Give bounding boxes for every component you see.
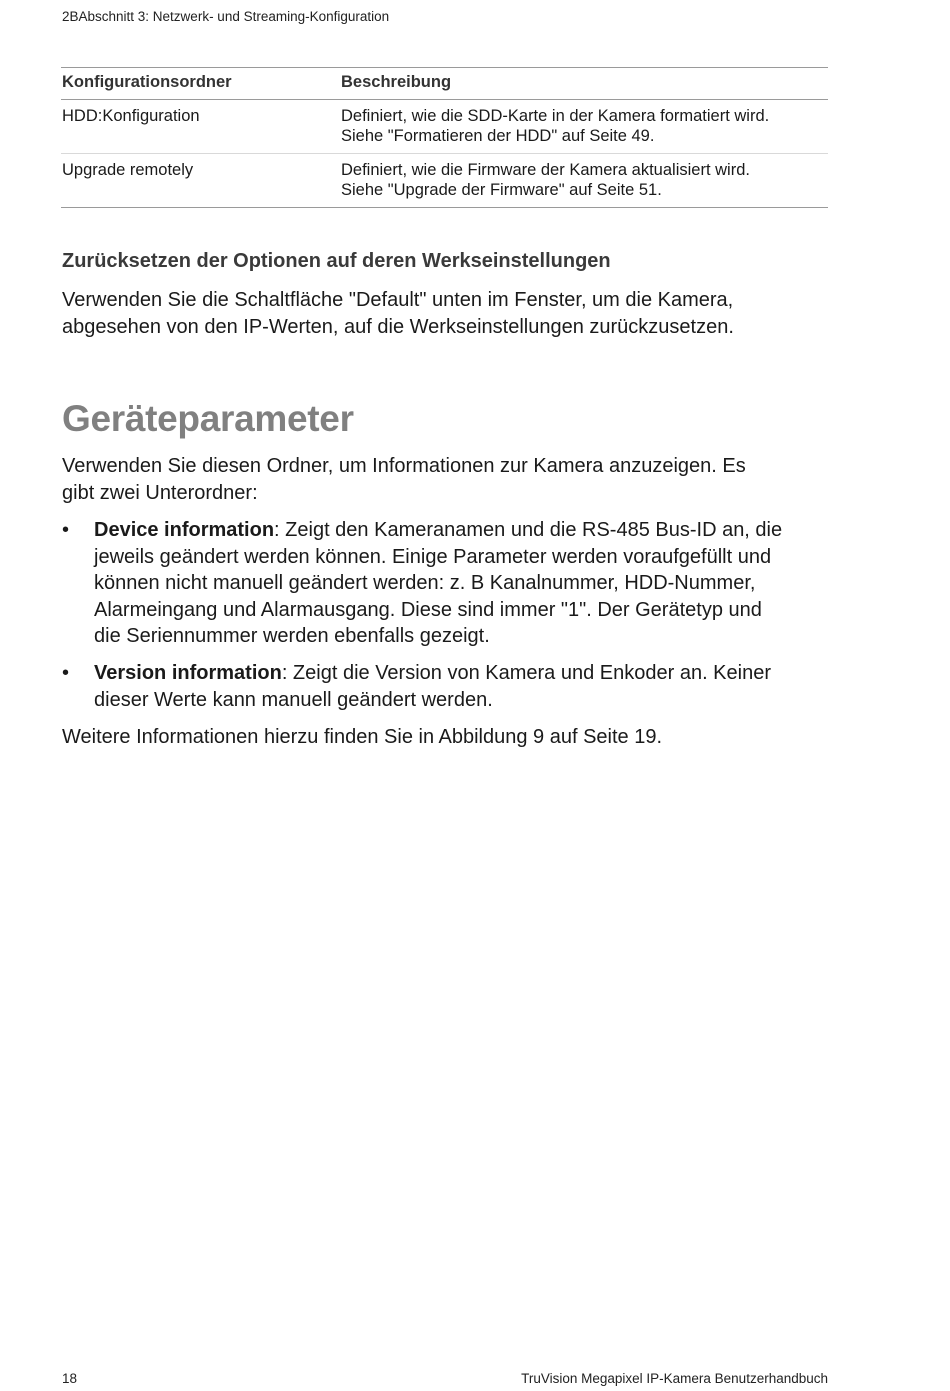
bullet-text: : Zeigt den Kameranamen und die RS-485 Bus-ID an, die [274, 519, 783, 541]
list-item-version-information [62, 660, 852, 713]
bullet-icon: • [62, 519, 70, 541]
column-header-description: Beschreibung [340, 68, 828, 100]
bullet-text-line: Alarmeingang und Alarmausgang. Diese sind immer "1". Der Gerätetyp und [94, 598, 762, 621]
column-header-folder: Konfigurationsordner [61, 68, 340, 100]
list-item-device-information [62, 517, 852, 650]
more-info-paragraph: Weitere Informationen hierzu finden Sie in Abbildung 9 auf Seite 19. [62, 726, 663, 748]
reset-section-paragraph [62, 287, 842, 341]
bullet-text-line: jeweils geändert werden können. Einige Parameter werden voraufgefüllt und [94, 545, 772, 568]
table-cell-folder: Upgrade remotely [61, 154, 340, 208]
bullet-first-line [94, 660, 852, 687]
subfolder-list [62, 517, 852, 650]
reset-section-heading: Zurücksetzen der Optionen auf deren Werkseinstellungen [62, 250, 611, 272]
description-line: Definiert, wie die Firmware der Kamera aktualisiert wird. [341, 161, 750, 179]
table-header-row [61, 68, 828, 100]
table-cell-description [340, 154, 828, 208]
bullet-term: Version information [94, 662, 282, 684]
table-cell-folder: HDD:Konfiguration [61, 100, 340, 154]
device-intro-paragraph [62, 453, 842, 507]
table-row [61, 100, 828, 154]
page-number: 18 [62, 1371, 78, 1386]
device-parameters-heading: Geräteparameter [62, 398, 354, 439]
table-row [61, 154, 828, 208]
bullet-first-line [94, 517, 852, 544]
bullet-icon: • [62, 662, 70, 684]
subfolder-list [62, 660, 852, 713]
table-cell-description [340, 100, 828, 154]
footer-manual-title: TruVision Megapixel IP-Kamera Benutzerhandbuch [521, 1371, 828, 1386]
description-line: Definiert, wie die SDD-Karte in der Kamera formatiert wird. [341, 107, 770, 125]
running-header: 2BAbschnitt 3: Netzwerk- und Streaming-Konfiguration [62, 9, 390, 24]
bullet-text: : Zeigt die Version von Kamera und Enkoder an. Keiner [281, 662, 771, 684]
bullet-text-line: können nicht manuell geändert werden: z. B Kanalnummer, HDD-Nummer, [94, 572, 756, 594]
paragraph-line: Verwenden Sie die Schaltfläche "Default" unten im Fenster, um die Kamera, [62, 289, 734, 311]
paragraph-line: gibt zwei Unterordner: [62, 482, 258, 504]
bullet-text-line: die Seriennummer werden ebenfalls gezeigt. [94, 625, 490, 647]
config-folder-table [61, 67, 828, 208]
bullet-term: Device information [94, 519, 275, 541]
paragraph-line: abgesehen von den IP-Werten, auf die Werkseinstellungen zurückzusetzen. [62, 316, 734, 338]
description-cross-reference: Siehe "Upgrade der Firmware" auf Seite 51. [341, 181, 662, 199]
description-cross-reference: Siehe "Formatieren der HDD" auf Seite 49. [341, 127, 655, 145]
bullet-text-line: dieser Werte kann manuell geändert werden. [94, 688, 493, 711]
paragraph-line: Verwenden Sie diesen Ordner, um Informationen zur Kamera anzuzeigen. Es [62, 455, 746, 477]
